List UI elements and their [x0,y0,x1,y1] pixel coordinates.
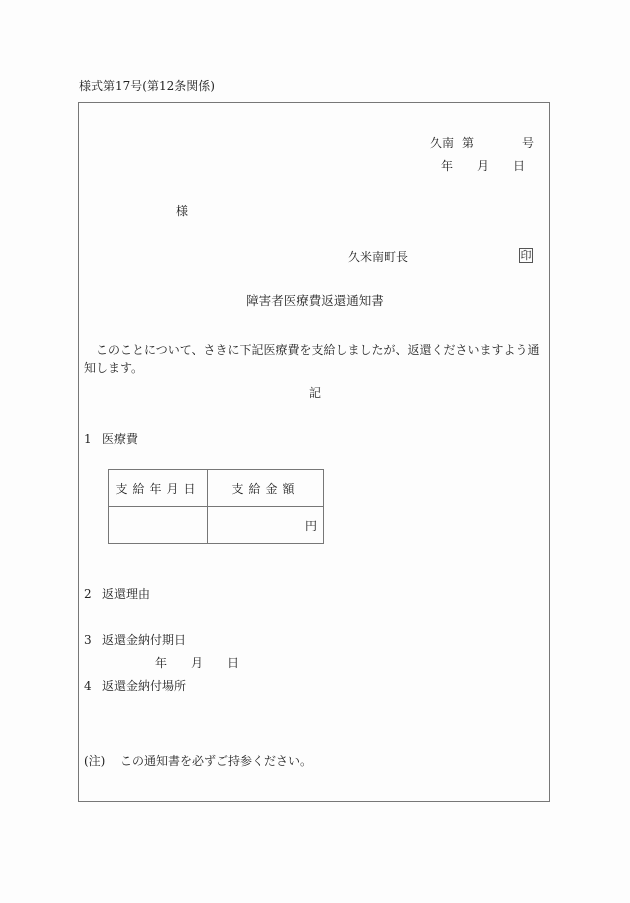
ki-heading: 記 [309,386,322,400]
due-date-month: 月 [191,656,204,670]
document-title: 障害者医療費返還通知書 [246,293,384,308]
doc-number-prefix: 久南 [430,136,455,150]
section-label: 返還金納付期日 [102,633,187,647]
due-date-year: 年 [155,656,168,670]
header-payment-amount: 支給金額 [208,470,324,507]
issue-date-day: 日 [513,159,526,173]
section-label: 医療費 [102,432,139,446]
document-number [430,137,534,149]
seal-mark: 印 [520,249,532,262]
issue-date [441,160,525,172]
payment-table [108,469,324,544]
payment-amount-cell: 円 [208,507,324,544]
section-label: 返還金納付場所 [102,679,187,693]
note-text: この通知書を必ずご持参ください。 [120,754,313,768]
doc-number-dai: 第 [462,136,475,150]
section-due-date [84,634,186,646]
section-medical-expenses [84,433,138,445]
section-refund-reason [84,588,150,600]
doc-number-go: 号 [522,136,535,150]
due-date-fields [155,657,239,669]
header-payment-date: 支給年月日 [109,470,208,507]
addressee-suffix: 様 [176,204,189,218]
section-number: 2 [84,587,92,601]
section-number: 1 [84,432,92,446]
note-tag: (注) [84,754,106,768]
body-paragraph: このことについて、さきに下記医療費を支給しましたが、返還くださいますよう通知します。 [84,343,540,375]
sender-name: 久米南町長 [348,250,409,264]
document-frame [78,102,550,802]
form-number-label: 様式第17号(第12条関係) [79,79,215,93]
issue-date-month: 月 [477,159,490,173]
due-date-day: 日 [227,656,240,670]
table-header-row [109,470,324,507]
section-number: 3 [84,633,92,647]
section-payment-place [84,680,186,692]
section-number: 4 [84,679,92,693]
section-label: 返還理由 [102,587,151,601]
payment-date-cell [109,507,208,544]
note [84,755,312,767]
issue-date-year: 年 [441,159,454,173]
table-row [109,507,324,544]
